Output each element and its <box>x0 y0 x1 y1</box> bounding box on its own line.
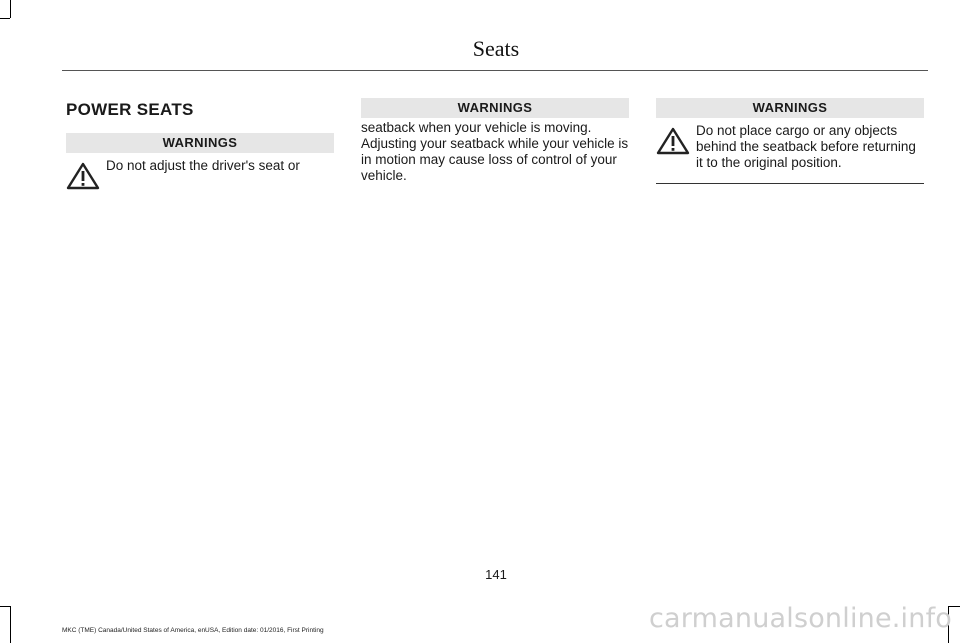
warning-text: Do not adjust the driver's seat or <box>106 158 300 173</box>
warning-box-1 <box>66 133 334 192</box>
warning-body <box>66 158 334 174</box>
warning-heading: WARNINGS <box>361 98 629 118</box>
crop-mark <box>0 606 10 607</box>
crop-mark <box>10 0 11 18</box>
warning-continuation-text: seatback when your vehicle is moving. Adjusting your seatback while your vehicle is in motion may cause loss of control of your vehicle. <box>361 120 629 183</box>
warning-box-3 <box>656 98 924 184</box>
warning-bottom-rule <box>656 183 924 184</box>
crop-mark <box>10 606 11 643</box>
warning-body <box>656 123 924 171</box>
warning-heading: WARNINGS <box>66 133 334 153</box>
crop-mark <box>0 18 10 19</box>
warning-box-2 <box>361 98 629 118</box>
warning-triangle-icon <box>66 162 100 190</box>
header-divider <box>62 70 928 71</box>
warning-heading: WARNINGS <box>656 98 924 118</box>
page-header-title: Seats <box>472 36 520 61</box>
warning-text: Do not place cargo or any objects behind the seatback before returning it to the original position. <box>696 123 916 170</box>
footer-edition-text: MKC (TME) Canada/United States of America, enUSA, Edition date: 01/2016, First Printing <box>62 627 324 634</box>
warning-triangle-icon <box>656 127 690 155</box>
watermark: carmanualsonline.info <box>649 603 952 634</box>
section-title: POWER SEATS <box>66 100 194 119</box>
page-number: 141 <box>485 567 507 582</box>
